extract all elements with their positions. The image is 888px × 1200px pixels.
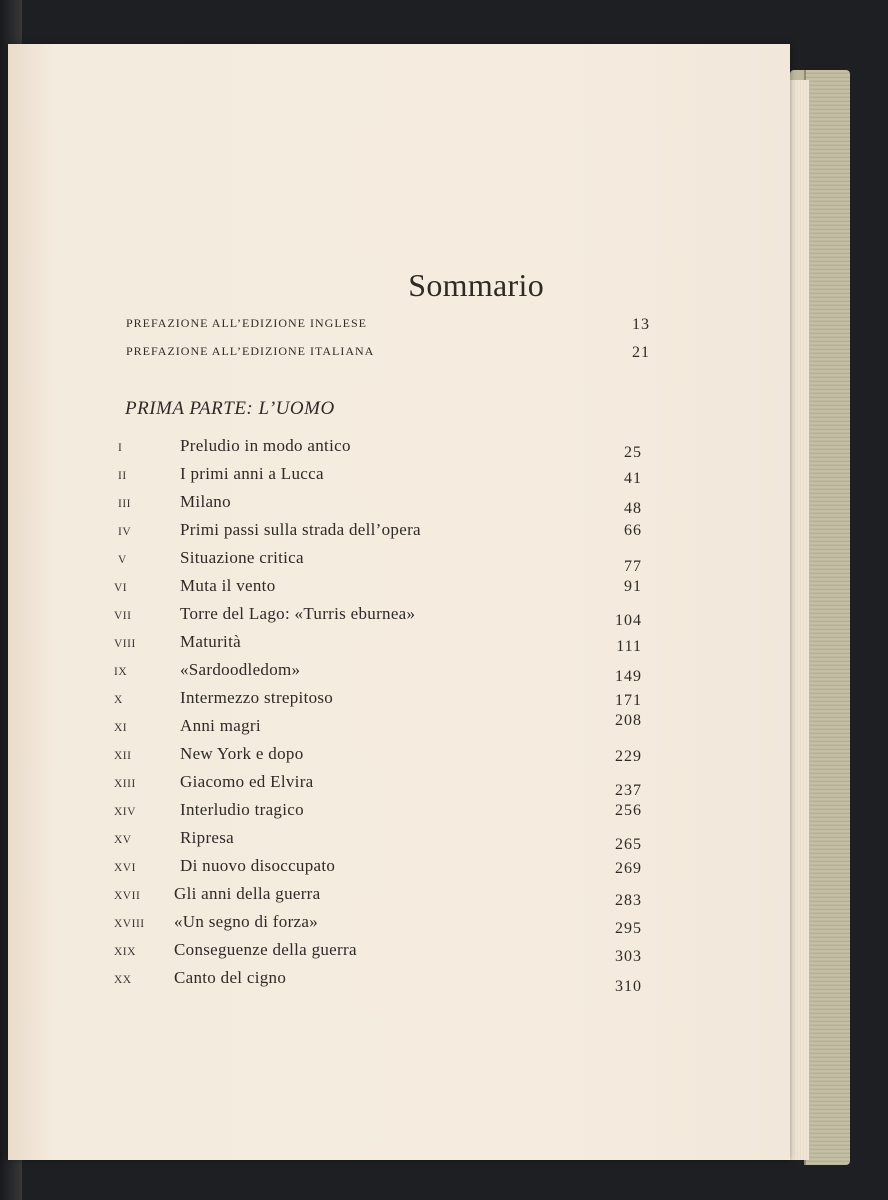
- chapter-page: 303: [615, 948, 642, 965]
- chapter-page: 283: [615, 892, 642, 909]
- chapter-page: 66: [624, 522, 642, 539]
- toc-row: [118, 520, 642, 546]
- chapter-title: I primi anni a Lucca: [180, 464, 324, 483]
- toc-row: [114, 688, 642, 714]
- preface-label: PREFAZIONE ALL’EDIZIONE INGLESE: [126, 316, 367, 330]
- preface-label: PREFAZIONE ALL’EDIZIONE ITALIANA: [126, 344, 375, 358]
- toc-row: [114, 800, 642, 826]
- toc-row: [114, 912, 642, 938]
- page-title: Sommario: [408, 267, 544, 303]
- toc-row: [114, 940, 642, 966]
- toc-row: [118, 464, 642, 490]
- chapter-number: VI: [114, 582, 128, 594]
- chapter-title: «Un segno di forza»: [174, 912, 319, 931]
- chapter-number: III: [118, 498, 131, 510]
- chapter-title: Torre del Lago: «Turris eburnea»: [180, 604, 416, 623]
- book-page: [8, 44, 790, 1160]
- chapter-title: Preludio in modo antico: [180, 436, 351, 455]
- chapter-title: Intermezzo strepitoso: [180, 688, 334, 707]
- toc-row: [114, 884, 642, 910]
- chapter-title: Di nuovo disoccupato: [180, 856, 336, 875]
- chapter-number: XX: [114, 974, 132, 986]
- preface-entry-english: [126, 316, 650, 334]
- chapter-number: X: [114, 694, 123, 706]
- chapter-number: XVIII: [114, 918, 145, 930]
- toc-row: [118, 492, 642, 518]
- toc-row: [114, 712, 642, 742]
- toc-row: [114, 576, 642, 602]
- chapter-page: 256: [615, 802, 642, 819]
- chapter-number: IX: [114, 666, 128, 678]
- chapter-number: XV: [114, 834, 132, 846]
- chapter-page: 25: [624, 444, 642, 461]
- preface-page: 21: [632, 344, 650, 361]
- chapter-page: 149: [615, 668, 642, 685]
- chapter-title: Situazione critica: [180, 548, 304, 567]
- chapter-title: Primi passi sulla strada dell’opera: [180, 520, 421, 539]
- chapter-number: XII: [114, 750, 132, 762]
- book-cover-edge: [804, 70, 850, 1165]
- chapter-title: Interludio tragico: [180, 800, 304, 819]
- toc-row: [114, 772, 642, 799]
- chapter-title: New York e dopo: [180, 744, 304, 763]
- chapter-number: VIII: [114, 638, 136, 650]
- chapter-page: 48: [624, 500, 642, 517]
- chapter-number: VII: [114, 610, 132, 622]
- toc-row: [114, 604, 642, 630]
- chapter-page: 77: [624, 558, 642, 575]
- chapter-page: 237: [615, 782, 642, 799]
- chapter-number: XVII: [114, 890, 141, 902]
- toc-row: [114, 828, 642, 854]
- chapter-page: 269: [615, 860, 642, 877]
- chapter-title: Muta il vento: [180, 576, 276, 595]
- chapter-number: IV: [118, 526, 132, 538]
- chapter-title: «Sardoodledom»: [180, 660, 301, 679]
- toc-row: [114, 744, 642, 770]
- chapter-number: II: [118, 470, 127, 482]
- toc-row: [118, 548, 642, 574]
- toc-row: [114, 856, 642, 882]
- chapter-page: 310: [615, 978, 642, 995]
- chapter-title: Anni magri: [180, 716, 261, 735]
- chapter-title: Ripresa: [180, 828, 235, 847]
- chapter-number: XVI: [114, 862, 136, 874]
- chapter-title: Canto del cigno: [174, 968, 287, 987]
- chapter-number: XIV: [114, 806, 136, 818]
- chapter-page: 208: [615, 712, 642, 729]
- chapter-number: XIII: [114, 778, 136, 790]
- chapter-title: Giacomo ed Elvira: [180, 772, 314, 791]
- chapter-page: 91: [624, 578, 642, 595]
- chapter-number: XIX: [114, 946, 136, 958]
- toc-row: [118, 436, 642, 462]
- chapter-title: Maturità: [180, 632, 241, 651]
- chapter-number: I: [118, 442, 123, 454]
- chapter-title: Conseguenze della guerra: [174, 940, 357, 959]
- chapter-page: 171: [615, 692, 642, 709]
- chapter-page: 111: [616, 638, 642, 655]
- chapter-title: Gli anni della guerra: [174, 884, 321, 903]
- part-heading: PRIMA PARTE: L’UOMO: [125, 398, 335, 419]
- toc-row: [114, 660, 642, 686]
- chapter-page: 104: [615, 612, 642, 629]
- preface-entry-italian: [126, 344, 650, 362]
- chapter-page: 41: [624, 470, 642, 487]
- preface-page: 13: [632, 316, 650, 333]
- toc-row: [114, 968, 642, 995]
- chapter-page: 265: [615, 836, 642, 853]
- chapter-number: XI: [114, 722, 128, 734]
- chapter-page: 229: [615, 748, 642, 765]
- chapter-title: Milano: [180, 492, 231, 511]
- toc-row: [114, 632, 642, 658]
- chapter-number: V: [118, 554, 127, 566]
- chapter-page: 295: [615, 920, 642, 937]
